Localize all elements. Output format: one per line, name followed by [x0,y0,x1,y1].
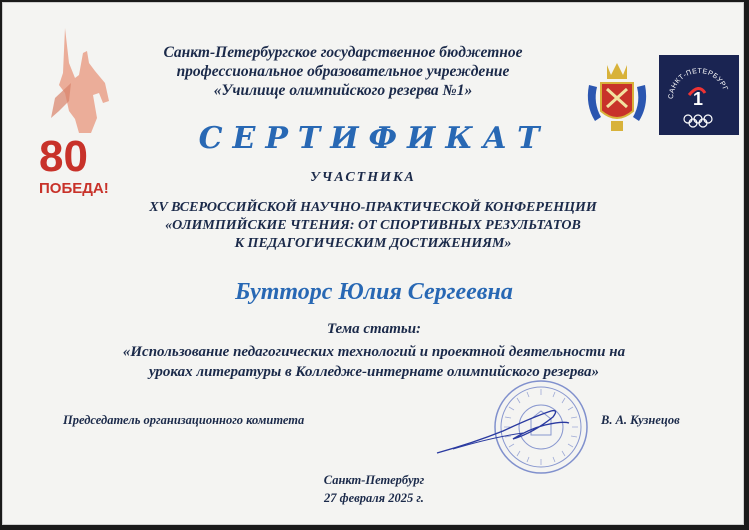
spb-logo-digit: 1 [693,89,704,109]
topic-line-2: уроках литературы в Колледже-интернате олимпийского резерва» [148,364,600,380]
conference-line-3: К ПЕДАГОГИЧЕСКИМ ДОСТИЖЕНИЯМ» [234,236,512,251]
issue-date: 27 февраля 2025 г. [324,491,424,505]
topic-text [43,342,705,382]
conference-line-1: XV ВСЕРОССИЙСКОЙ НАУЧНО-ПРАКТИЧЕСКОЙ КОНФЕРЕНЦИИ [149,200,597,215]
header-line-2: профессиональное образовательное учреждение [176,63,510,80]
header-line-3: «Училище олимпийского резерва №1» [213,82,473,99]
place: Санкт-Петербург [323,473,425,487]
chair-name: В. А. Кузнецов [601,413,680,427]
conference-line-2: «ОЛИМПИЙСКИЕ ЧТЕНИЯ: ОТ СПОРТИВНЫХ РЕЗУЛЬТАТОВ [165,218,581,233]
topic-label: Тема статьи: [326,321,422,337]
certificate-sheet [2,2,744,525]
chair-label: Председатель организационного комитета [63,413,305,427]
header-line-1: Санкт-Петербургское государственное бюджетное [163,44,523,61]
logo-word: ПОБЕДА! [39,180,109,197]
signature-icon [433,403,573,458]
spb-logo-text: САНКТ-ПЕТЕРБУРГ [667,67,729,100]
victory-80-icon [35,23,133,203]
topic-line-1: «Использование педагогических технологий и проектной деятельности на [122,344,626,360]
logo-number: 80 [39,132,88,181]
participant-label: УЧАСТНИКА [310,170,416,185]
certificate-title: СЕРТИФИКАТ [198,121,550,156]
institution-header [123,43,563,100]
conference-title [83,199,663,253]
recipient-name: Бутторс Юлия Сергеевна [235,279,513,305]
